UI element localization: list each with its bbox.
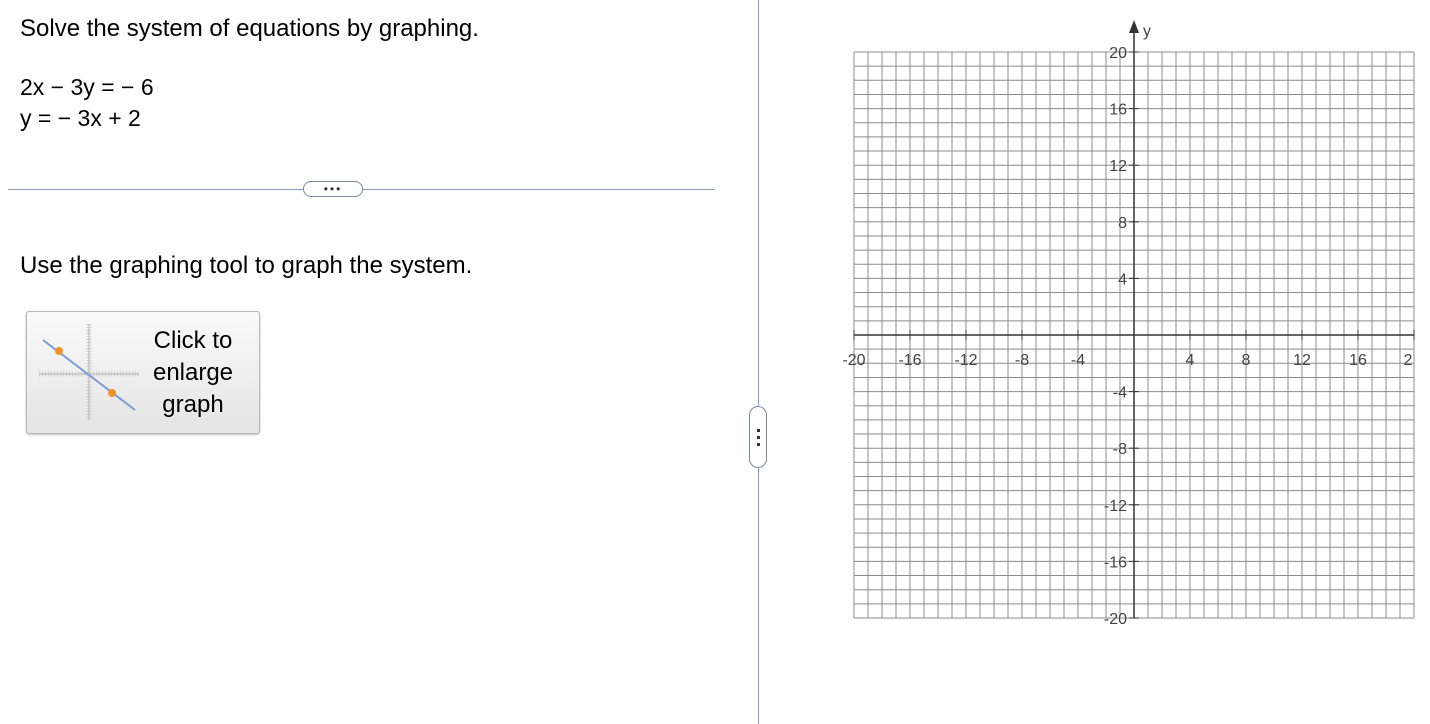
y-tick-label: 4 <box>1118 271 1127 289</box>
x-tick-label: -4 <box>1070 352 1086 369</box>
pane-resize-handle[interactable] <box>749 406 767 468</box>
y-tick-label: 16 <box>1109 101 1127 119</box>
x-tick-label: 8 <box>1241 352 1251 369</box>
expand-button[interactable]: ••• <box>303 181 363 197</box>
y-tick-label: 20 <box>1109 45 1127 62</box>
y-tick-label: -8 <box>1112 441 1127 459</box>
y-tick-label: 12 <box>1109 158 1127 176</box>
question-title: Solve the system of equations by graphing. <box>20 15 479 42</box>
x-tick-label: -8 <box>1014 352 1030 369</box>
y-tick-label: 8 <box>1118 214 1127 232</box>
enlarge-graph-label: Click to enlarge graph <box>152 327 234 418</box>
y-tick-label: -12 <box>1103 497 1127 515</box>
equation-system <box>20 72 154 134</box>
y-tick-label: -20 <box>1103 611 1127 628</box>
y-tick-label: -16 <box>1103 554 1127 572</box>
x-tick-label: -16 <box>898 352 922 369</box>
x-tick-label: 4 <box>1185 352 1195 369</box>
y-axis-label: y <box>1143 23 1151 40</box>
x-tick-label: -20 <box>842 352 866 369</box>
instruction-text: Use the graphing tool to graph the system. <box>20 252 473 279</box>
coordinate-graph[interactable] <box>820 0 1420 724</box>
enlarge-graph-button[interactable] <box>26 311 260 434</box>
graph-thumbnail-icon <box>37 322 141 422</box>
equation-2: y = − 3x + 2 <box>20 105 141 131</box>
x-tick-label: -12 <box>954 352 978 369</box>
pane-divider <box>758 0 759 724</box>
x-tick-label: 2 <box>1403 352 1413 369</box>
x-tick-label: 12 <box>1293 352 1311 369</box>
y-axis-arrow <box>1129 20 1139 33</box>
y-tick-label: -4 <box>1112 384 1127 402</box>
x-tick-label: 16 <box>1349 352 1367 369</box>
equation-1: 2x − 3y = − 6 <box>20 74 154 100</box>
